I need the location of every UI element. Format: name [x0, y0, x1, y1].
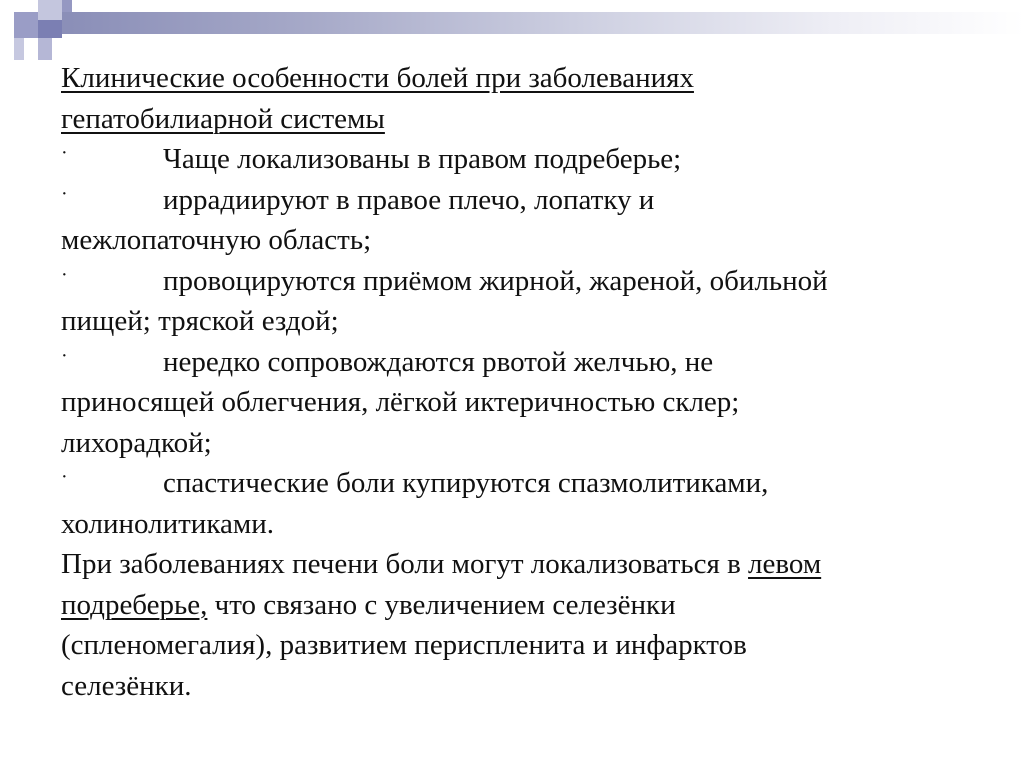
deco-square-8 — [38, 38, 52, 60]
paragraph-line — [61, 585, 981, 626]
deco-square-4 — [38, 20, 62, 38]
paragraph-text: что связано с увеличением селезёнки — [207, 588, 676, 621]
bullet-marker: · — [61, 466, 68, 488]
bullet-marker: · — [61, 182, 68, 205]
bullet-text: провоцируются приёмом жирной, жареной, обильной — [163, 264, 828, 297]
title-line-2: гепатобилиарной системы — [61, 102, 385, 135]
deco-square-6 — [14, 38, 24, 60]
bullet-text-continuation: межлопаточную область; — [61, 224, 372, 256]
bullet-marker: · — [61, 263, 68, 286]
deco-square-1 — [38, 0, 62, 20]
header-gradient-bar — [70, 12, 1024, 34]
slide-body — [61, 58, 981, 706]
bullet-text: спастические боли купируются спазмолитиками, — [163, 467, 769, 499]
bullet-item — [61, 261, 981, 302]
bullet-item — [61, 139, 981, 180]
deco-square-5 — [62, 12, 70, 34]
deco-square-3 — [14, 12, 38, 38]
bullet-text: Чаще локализованы в правом подреберье; — [163, 143, 682, 175]
bullet-text: нередко сопровождаются рвотой желчью, не — [163, 345, 714, 378]
paragraph-line — [61, 544, 981, 585]
paragraph-text: При заболеваниях печени боли могут локализоваться в — [61, 548, 749, 580]
paragraph-line: селезёнки. — [61, 669, 192, 702]
bullet-text-continuation: пищей; тряской ездой; — [61, 305, 339, 337]
bullet-item — [61, 180, 981, 221]
bullet-text-continuation: холинолитиками. — [61, 507, 274, 540]
deco-square-7 — [24, 38, 38, 60]
bullet-marker: · — [61, 344, 68, 367]
bullet-item — [61, 463, 981, 504]
emphasized-text: подреберье, — [61, 588, 208, 621]
emphasized-text: левом — [748, 548, 822, 580]
bullet-text-continuation: приносящей облегчения, лёгкой иктеричностью склер; — [61, 386, 740, 418]
bullet-item — [61, 342, 981, 383]
title-line-1: Клинические особенности болей при заболеваниях — [61, 62, 694, 94]
paragraph-line: (спленомегалия), развитием периспленита и инфарктов — [61, 629, 747, 661]
bullet-marker: · — [61, 142, 68, 164]
deco-square-2 — [62, 0, 72, 12]
bullet-text: иррадиируют в правое плечо, лопатку и — [163, 183, 655, 216]
bullet-text-continuation: лихорадкой; — [61, 426, 212, 459]
